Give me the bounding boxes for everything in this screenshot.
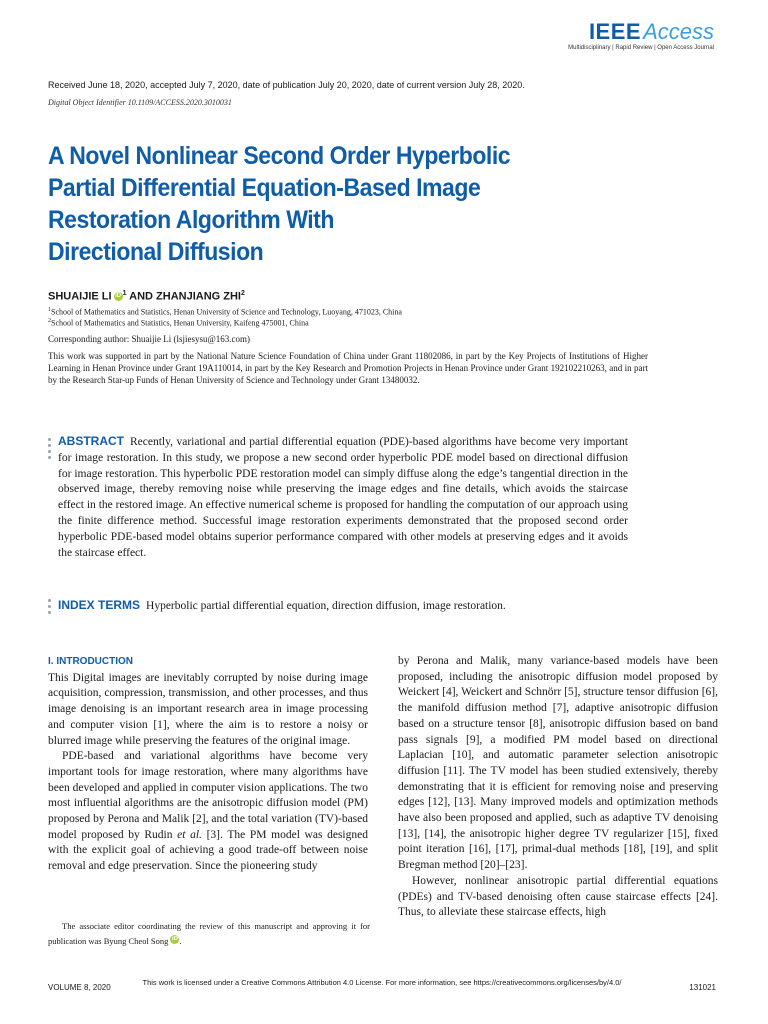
publication-dates: Received June 18, 2020, accepted July 7, 2020, date of publication July 20, 2020, date of current version July 28, 2020.	[48, 80, 525, 90]
affiliation-2-text: School of Mathematics and Statistics, Henan University, Kaifeng 475001, China	[51, 318, 309, 328]
journal-logo	[568, 20, 714, 51]
body-column-left	[48, 654, 368, 875]
index-terms	[58, 597, 678, 614]
funding-statement: This work was supported in part by the National Nature Science Foundation of China under Grant 11802086, in part by the Key Projects of Institutions of Higher Learning in Henan Province under Grant 19A110014, in part by the Key Research and Promotion Projects in Henan Province under Grant 192102210263, and in part by the Research Star-up Funds of Henan University of Science and Technology under Grant 13480032.	[48, 351, 648, 385]
index-terms-text: Hyperbolic partial differential equation, direction diffusion, image restoration.	[146, 600, 506, 612]
paragraph: This Digital images are inevitably corrupted by noise during image acquisition, compression, transmission, and other processes, and thus image denoising is an important research area in image processing and computer vision [1], where the aim is to restore a noisy or blurred image while preserving the features of the original image.	[48, 671, 368, 747]
title-line-1: A Novel Nonlinear Second Order Hyperbolic	[48, 142, 511, 170]
paragraph: However, nonlinear anisotropic partial differential equations (PDEs) and TV-based denoising often cause staircase effects [24]. Thus, to alleviate these staircase effects, high	[398, 874, 718, 919]
affiliation-1-mark: 1	[48, 307, 51, 313]
index-terms-marker-icon	[48, 599, 52, 617]
paragraph	[48, 749, 368, 875]
footer-volume: VOLUME 8, 2020	[48, 983, 111, 992]
footer-page-number: 131021	[689, 983, 716, 992]
logo-tagline: Multidisciplinary | Rapid Review | Open Access Journal	[568, 45, 714, 51]
index-terms-label: INDEX TERMS	[58, 598, 141, 612]
body-column-right	[398, 654, 718, 921]
affiliation-1	[48, 307, 402, 317]
author-1-name: SHUAIJIE LI	[48, 290, 112, 303]
paragraph-text: PDE-based and variational algorithms have become very important tools for image restoration, where many algorithms have been developed and applied in computer vision applications. The two most influential algorithms are the anisotropic diffusion model (PM) proposed by Perona and Malik [2], and the total variation (TV)-based model proposed by Rudin	[48, 750, 368, 841]
footnote-text: The associate editor coordinating the review of this manuscript and approving it for publication was Byung Cheol Song	[48, 921, 370, 946]
paper-title	[48, 140, 600, 268]
author-2-affil-mark: 2	[241, 290, 245, 297]
paragraph-text: [3]. The PM model was designed with the explicit goal of achieving a good trade-off between noise removal and edge preservation. Since the pioneering study	[48, 828, 368, 873]
abstract	[58, 434, 628, 561]
author-list	[48, 290, 245, 303]
et-al: et al.	[177, 828, 202, 841]
affiliation-2	[48, 318, 309, 328]
affiliation-1-text: School of Mathematics and Statistics, Henan University of Science and Technology, Luoyang, 471023, China	[51, 307, 402, 317]
editor-footnote: The associate editor coordinating the review of this manuscript and approving it for publication was Byung Cheol Song iD .	[48, 921, 370, 946]
corresponding-author: Corresponding author: Shuaijie Li (lsjiesysu@163.com)	[48, 334, 251, 344]
footer-license[interactable]: This work is licensed under a Creative Commons Attribution 4.0 License. For more information, see https://creativecommons.org/licenses/by/4.0/	[142, 978, 622, 987]
orcid-icon[interactable]: iD	[115, 292, 122, 299]
author-conjunction: AND	[129, 290, 153, 303]
abstract-label: ABSTRACT	[58, 434, 124, 448]
affiliation-2-mark: 2	[48, 318, 51, 324]
logo-ieee: IEEE	[588, 19, 642, 44]
author-2-name: ZHANJIANG ZHI	[156, 290, 241, 303]
orcid-icon[interactable]: iD	[171, 936, 178, 942]
title-line-4: Directional Diffusion	[48, 238, 264, 266]
author-1-affil-mark: 1	[122, 290, 127, 297]
title-line-2: Partial Differential Equation-Based Image	[48, 174, 481, 202]
title-line-3: Restoration Algorithm With	[48, 206, 334, 234]
section-heading: I. INTRODUCTION	[48, 656, 133, 667]
paragraph: by Perona and Malik, many variance-based models have been proposed, including the anisotropic diffusion model proposed by Weickert [4], Weickert and Schnörr [5], structure tensor diffusion [6], the manifold diffusion method [7], adaptive anisotropic diffusion based on a structure tensor [8], anisotropic diffusion based on band pass signals [9], a modified PM model based on directional Laplacian [10], and automatic parameter selection anisotropic diffusion [11]. The TV model has been studied extensively, thereby demonstrating that it is efficient for removing noise and preserving edges [12], [13]. Many improved models and optimization methods have also been proposed and applied, such as adaptive TV denoising [13], [14], the anisotropic higher degree TV regularizer [15], fixed point iteration [16], [17], primal-dual methods [18], [19], and split Bregman method [20]–[23].	[398, 655, 718, 872]
abstract-marker-icon	[48, 438, 52, 462]
abstract-text: Recently, variational and partial differential equation (PDE)-based algorithms have become very important for image restoration. In this study, we propose a new second order hyperbolic PDE model based on directional diffusion for image restoration. This hyperbolic PDE restoration model can simply diffuse along the edge’s tangential direction in the observed image, thereby removing noise while preserving the image edges and fine details, which avoids the staircase effect in the restored image. An effective numerical scheme is proposed for handling the computation of our approach using the finite difference method. Successful image restoration experiments demonstrated that the proposed second order hyperbolic PDE-based model obtains superior performance compared with other models at preserving edges and it avoids the staircase effect.	[58, 436, 628, 559]
logo-access: Access	[643, 19, 714, 44]
doi-line: Digital Object Identifier 10.1109/ACCESS.2020.3010031	[48, 98, 232, 107]
